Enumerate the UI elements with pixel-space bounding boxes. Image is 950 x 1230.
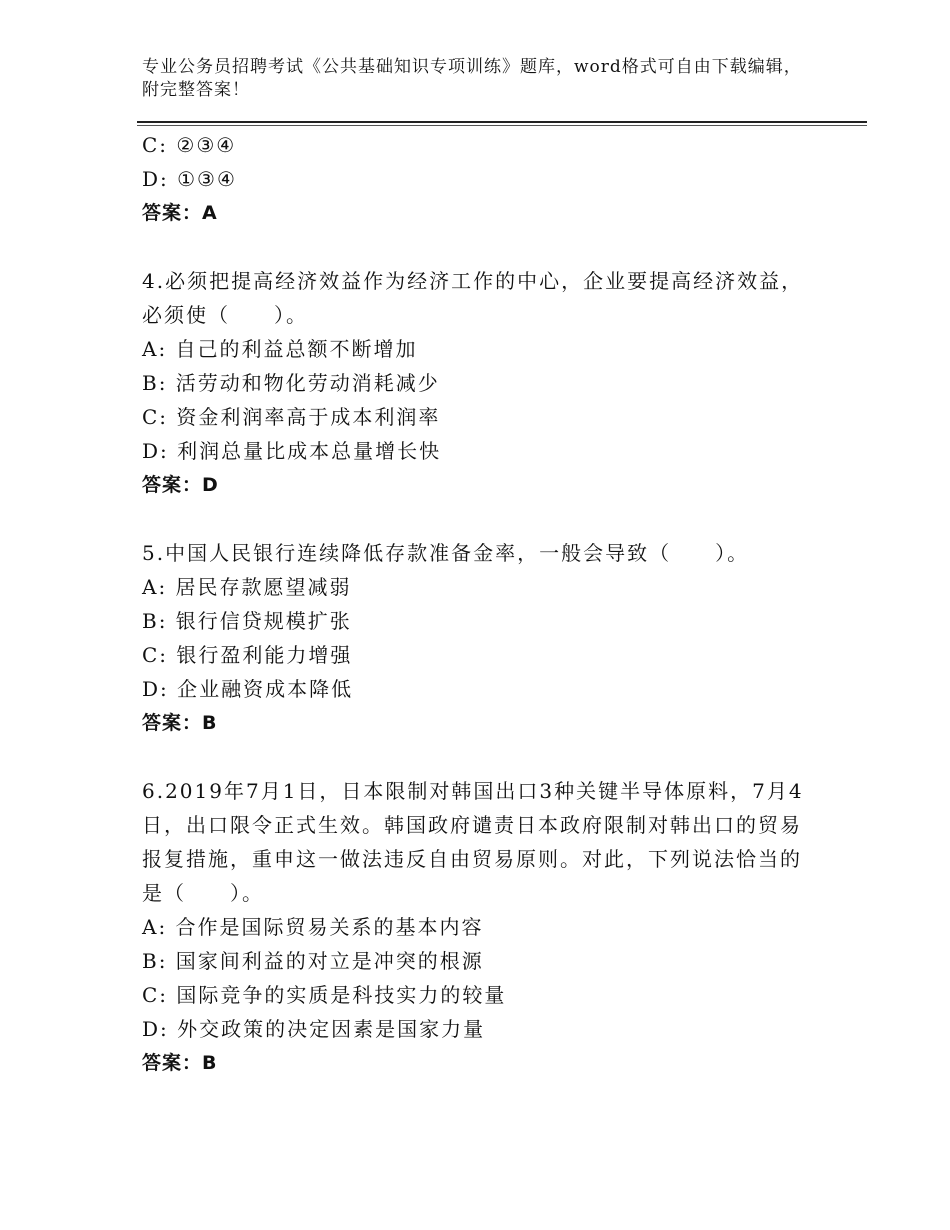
answer: 答案：D <box>142 474 219 496</box>
question-stem: 报复措施，重申这一做法违反自由贸易原则。对此，下列说法恰当的 <box>142 847 802 871</box>
question-3-tail <box>142 128 822 230</box>
option-d: D: 外交政策的决定因素是国家力量 <box>142 1017 486 1041</box>
option-d: D: 企业融资成本降低 <box>142 677 354 701</box>
question-stem: 4.必须把提高经济效益作为经济工作的中心，企业要提高经济效益， <box>142 269 804 293</box>
question-stem: 6.2019年7月1日，日本限制对韩国出口3种关键半导体原料，7月4 <box>142 779 804 803</box>
question-6 <box>142 774 822 1080</box>
header-rule-thick <box>137 121 867 123</box>
question-content <box>142 128 822 1080</box>
question-stem: 必须使（ ）。 <box>142 303 308 327</box>
question-stem: 是（ ）。 <box>142 881 264 905</box>
option-a: A: 居民存款愿望减弱 <box>142 575 352 599</box>
answer: 答案：B <box>142 1052 218 1074</box>
option-d: D: ①③④ <box>142 167 237 191</box>
option-c: C: 资金利润率高于成本利润率 <box>142 405 441 429</box>
header-rule-thin <box>137 125 867 126</box>
question-stem: 日，出口限令正式生效。韩国政府谴责日本政府限制对韩出口的贸易 <box>142 813 802 837</box>
option-a: A: 合作是国际贸易关系的基本内容 <box>142 915 484 939</box>
question-4 <box>142 264 822 502</box>
question-stem: 5.中国人民银行连续降低存款准备金率，一般会导致（ ）。 <box>142 541 750 565</box>
option-d: D: 利润总量比成本总量增长快 <box>142 439 442 463</box>
option-b: B: 活劳动和物化劳动消耗减少 <box>142 371 440 395</box>
option-c: C: 银行盈利能力增强 <box>142 643 353 667</box>
answer: 答案：B <box>142 712 218 734</box>
option-b: B: 国家间利益的对立是冲突的根源 <box>142 949 484 973</box>
option-c: C: ②③④ <box>142 133 237 157</box>
answer: 答案：A <box>142 202 218 224</box>
option-a: A: 自己的利益总额不断增加 <box>142 337 418 361</box>
question-5 <box>142 536 822 740</box>
option-c: C: 国际竞争的实质是科技实力的较量 <box>142 983 507 1007</box>
page-header: 专业公务员招聘考试《公共基础知识专项训练》题库，word格式可自由下载编辑，附完整答案！ <box>142 57 802 100</box>
option-b: B: 银行信贷规模扩张 <box>142 609 352 633</box>
